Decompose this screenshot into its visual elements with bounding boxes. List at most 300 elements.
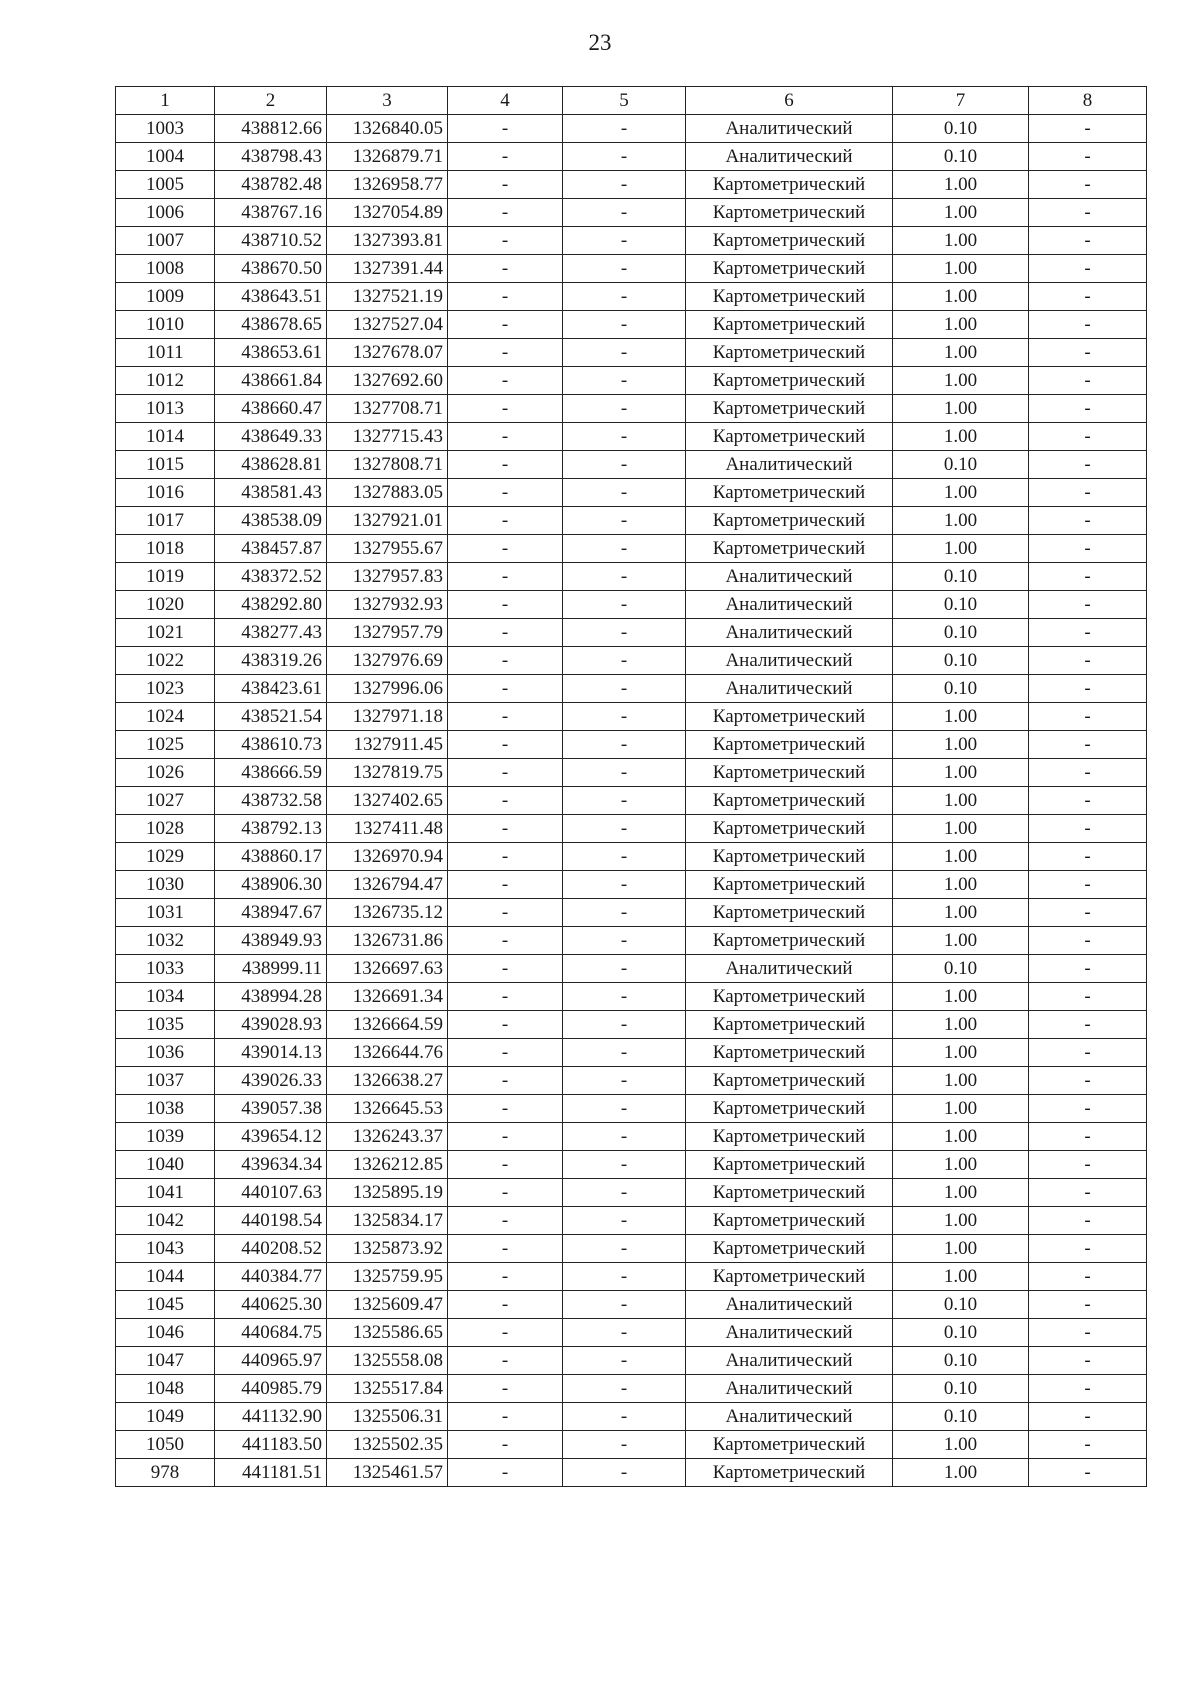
- cell-accuracy: 0.10: [893, 1291, 1029, 1319]
- cell-point-id: 1013: [116, 395, 215, 423]
- cell-method: Картометрический: [686, 1179, 893, 1207]
- cell-col-8: -: [1029, 787, 1147, 815]
- cell-coord-y: 1326697.63: [327, 955, 448, 983]
- cell-col-5: -: [563, 619, 686, 647]
- cell-accuracy: 1.00: [893, 787, 1029, 815]
- cell-method: Картометрический: [686, 843, 893, 871]
- cell-col-5: -: [563, 199, 686, 227]
- cell-col-5: -: [563, 1179, 686, 1207]
- cell-coord-y: 1326638.27: [327, 1067, 448, 1095]
- cell-col-4: -: [448, 787, 563, 815]
- cell-accuracy: 1.00: [893, 1151, 1029, 1179]
- cell-col-5: -: [563, 1319, 686, 1347]
- cell-col-8: -: [1029, 731, 1147, 759]
- table-row: [116, 143, 1147, 171]
- table-row: [116, 871, 1147, 899]
- cell-col-5: -: [563, 563, 686, 591]
- cell-method: Картометрический: [686, 199, 893, 227]
- cell-coord-x: 438292.80: [215, 591, 327, 619]
- cell-col-5: -: [563, 759, 686, 787]
- table-row: [116, 367, 1147, 395]
- cell-coord-x: 440985.79: [215, 1375, 327, 1403]
- table-row: [116, 1011, 1147, 1039]
- table-row: [116, 479, 1147, 507]
- cell-accuracy: 1.00: [893, 731, 1029, 759]
- cell-coord-y: 1327411.48: [327, 815, 448, 843]
- cell-point-id: 1028: [116, 815, 215, 843]
- table-row: [116, 1179, 1147, 1207]
- cell-col-4: -: [448, 1207, 563, 1235]
- cell-point-id: 1024: [116, 703, 215, 731]
- cell-point-id: 1038: [116, 1095, 215, 1123]
- cell-col-8: -: [1029, 955, 1147, 983]
- cell-coord-y: 1327521.19: [327, 283, 448, 311]
- cell-coord-x: 438581.43: [215, 479, 327, 507]
- cell-point-id: 1043: [116, 1235, 215, 1263]
- cell-point-id: 1031: [116, 899, 215, 927]
- cell-method: Картометрический: [686, 535, 893, 563]
- cell-coord-y: 1326731.86: [327, 927, 448, 955]
- cell-coord-y: 1326735.12: [327, 899, 448, 927]
- cell-point-id: 1033: [116, 955, 215, 983]
- cell-coord-x: 438792.13: [215, 815, 327, 843]
- page-number: 23: [588, 30, 612, 55]
- cell-method: Картометрический: [686, 1067, 893, 1095]
- cell-coord-x: 439634.34: [215, 1151, 327, 1179]
- cell-col-8: -: [1029, 647, 1147, 675]
- cell-point-id: 1037: [116, 1067, 215, 1095]
- cell-col-8: -: [1029, 619, 1147, 647]
- cell-point-id: 1035: [116, 1011, 215, 1039]
- coordinates-table: [115, 86, 1147, 1487]
- cell-coord-x: 438812.66: [215, 115, 327, 143]
- cell-accuracy: 1.00: [893, 1095, 1029, 1123]
- cell-point-id: 1030: [116, 871, 215, 899]
- cell-col-4: -: [448, 227, 563, 255]
- cell-coord-y: 1325506.31: [327, 1403, 448, 1431]
- cell-col-4: -: [448, 115, 563, 143]
- table-row: [116, 731, 1147, 759]
- cell-col-8: -: [1029, 311, 1147, 339]
- cell-coord-y: 1326958.77: [327, 171, 448, 199]
- cell-coord-y: 1325834.17: [327, 1207, 448, 1235]
- cell-accuracy: 0.10: [893, 115, 1029, 143]
- cell-point-id: 1046: [116, 1319, 215, 1347]
- cell-col-5: -: [563, 983, 686, 1011]
- cell-col-8: -: [1029, 1039, 1147, 1067]
- cell-col-8: -: [1029, 843, 1147, 871]
- cell-col-4: -: [448, 1039, 563, 1067]
- cell-col-5: -: [563, 255, 686, 283]
- cell-col-4: -: [448, 1095, 563, 1123]
- cell-coord-y: 1327692.60: [327, 367, 448, 395]
- cell-accuracy: 1.00: [893, 171, 1029, 199]
- cell-accuracy: 0.10: [893, 143, 1029, 171]
- table-row: [116, 843, 1147, 871]
- cell-method: Картометрический: [686, 759, 893, 787]
- cell-point-id: 1020: [116, 591, 215, 619]
- table-row: [116, 899, 1147, 927]
- table-row: [116, 1347, 1147, 1375]
- cell-col-5: -: [563, 647, 686, 675]
- cell-col-5: -: [563, 1291, 686, 1319]
- cell-col-8: -: [1029, 395, 1147, 423]
- cell-coord-x: 439026.33: [215, 1067, 327, 1095]
- cell-col-5: -: [563, 1207, 686, 1235]
- cell-method: Аналитический: [686, 1347, 893, 1375]
- table-row: [116, 619, 1147, 647]
- cell-coord-y: 1325461.57: [327, 1459, 448, 1487]
- cell-col-8: -: [1029, 367, 1147, 395]
- cell-coord-x: 441132.90: [215, 1403, 327, 1431]
- table-row: [116, 339, 1147, 367]
- cell-accuracy: 1.00: [893, 1179, 1029, 1207]
- cell-col-8: -: [1029, 1319, 1147, 1347]
- table-body: [116, 115, 1147, 1487]
- cell-col-5: -: [563, 1431, 686, 1459]
- cell-point-id: 1009: [116, 283, 215, 311]
- cell-coord-x: 440208.52: [215, 1235, 327, 1263]
- cell-coord-y: 1326212.85: [327, 1151, 448, 1179]
- cell-col-5: -: [563, 143, 686, 171]
- cell-method: Картометрический: [686, 1039, 893, 1067]
- cell-col-4: -: [448, 535, 563, 563]
- cell-point-id: 1018: [116, 535, 215, 563]
- cell-point-id: 1004: [116, 143, 215, 171]
- cell-accuracy: 1.00: [893, 703, 1029, 731]
- cell-col-5: -: [563, 283, 686, 311]
- cell-coord-y: 1327402.65: [327, 787, 448, 815]
- cell-point-id: 1027: [116, 787, 215, 815]
- table-row: [116, 311, 1147, 339]
- cell-method: Картометрический: [686, 927, 893, 955]
- cell-col-4: -: [448, 171, 563, 199]
- cell-coord-x: 438994.28: [215, 983, 327, 1011]
- cell-coord-x: 438678.65: [215, 311, 327, 339]
- cell-coord-y: 1325586.65: [327, 1319, 448, 1347]
- cell-col-4: -: [448, 255, 563, 283]
- cell-accuracy: 0.10: [893, 1347, 1029, 1375]
- cell-col-5: -: [563, 899, 686, 927]
- cell-method: Картометрический: [686, 1123, 893, 1151]
- table-row: [116, 983, 1147, 1011]
- table-row: [116, 227, 1147, 255]
- cell-coord-x: 438660.47: [215, 395, 327, 423]
- column-header-2: 2: [215, 87, 327, 115]
- cell-point-id: 1014: [116, 423, 215, 451]
- table-row: [116, 1375, 1147, 1403]
- cell-method: Картометрический: [686, 871, 893, 899]
- cell-col-8: -: [1029, 1459, 1147, 1487]
- cell-col-5: -: [563, 339, 686, 367]
- cell-col-5: -: [563, 311, 686, 339]
- cell-col-4: -: [448, 1151, 563, 1179]
- cell-col-4: -: [448, 395, 563, 423]
- cell-coord-x: 438732.58: [215, 787, 327, 815]
- cell-point-id: 1032: [116, 927, 215, 955]
- cell-col-4: -: [448, 619, 563, 647]
- cell-col-8: -: [1029, 983, 1147, 1011]
- cell-coord-y: 1326970.94: [327, 843, 448, 871]
- cell-col-8: -: [1029, 451, 1147, 479]
- cell-method: Картометрический: [686, 703, 893, 731]
- cell-col-5: -: [563, 675, 686, 703]
- cell-coord-x: 438661.84: [215, 367, 327, 395]
- cell-col-8: -: [1029, 479, 1147, 507]
- cell-point-id: 1047: [116, 1347, 215, 1375]
- cell-method: Картометрический: [686, 983, 893, 1011]
- cell-method: Картометрический: [686, 1263, 893, 1291]
- table-row: [116, 1067, 1147, 1095]
- cell-point-id: 1041: [116, 1179, 215, 1207]
- cell-coord-y: 1325502.35: [327, 1431, 448, 1459]
- column-header-6: 6: [686, 87, 893, 115]
- cell-point-id: 1044: [116, 1263, 215, 1291]
- cell-coord-x: 438798.43: [215, 143, 327, 171]
- cell-coord-y: 1325895.19: [327, 1179, 448, 1207]
- cell-method: Аналитический: [686, 675, 893, 703]
- cell-col-5: -: [563, 451, 686, 479]
- cell-coord-y: 1327393.81: [327, 227, 448, 255]
- cell-col-5: -: [563, 871, 686, 899]
- cell-col-5: -: [563, 1039, 686, 1067]
- cell-col-8: -: [1029, 255, 1147, 283]
- table-row: [116, 283, 1147, 311]
- cell-accuracy: 1.00: [893, 1207, 1029, 1235]
- table-row: [116, 955, 1147, 983]
- cell-coord-y: 1326243.37: [327, 1123, 448, 1151]
- cell-method: Картометрический: [686, 1207, 893, 1235]
- cell-col-4: -: [448, 871, 563, 899]
- cell-col-5: -: [563, 227, 686, 255]
- cell-col-4: -: [448, 1347, 563, 1375]
- cell-accuracy: 1.00: [893, 367, 1029, 395]
- cell-method: Картометрический: [686, 227, 893, 255]
- table-row: [116, 1151, 1147, 1179]
- cell-coord-x: 438457.87: [215, 535, 327, 563]
- cell-coord-x: 438538.09: [215, 507, 327, 535]
- cell-accuracy: 0.10: [893, 647, 1029, 675]
- cell-point-id: 1005: [116, 171, 215, 199]
- cell-col-4: -: [448, 1375, 563, 1403]
- cell-coord-y: 1326644.76: [327, 1039, 448, 1067]
- cell-coord-x: 440384.77: [215, 1263, 327, 1291]
- cell-col-8: -: [1029, 1151, 1147, 1179]
- cell-accuracy: 1.00: [893, 1431, 1029, 1459]
- cell-accuracy: 1.00: [893, 339, 1029, 367]
- table-row: [116, 115, 1147, 143]
- cell-col-4: -: [448, 1431, 563, 1459]
- cell-point-id: 1039: [116, 1123, 215, 1151]
- cell-method: Аналитический: [686, 955, 893, 983]
- cell-method: Картометрический: [686, 479, 893, 507]
- cell-method: Аналитический: [686, 115, 893, 143]
- cell-coord-y: 1327921.01: [327, 507, 448, 535]
- cell-coord-x: 439014.13: [215, 1039, 327, 1067]
- column-header-5: 5: [563, 87, 686, 115]
- cell-col-4: -: [448, 843, 563, 871]
- table-row: [116, 1319, 1147, 1347]
- cell-coord-y: 1327932.93: [327, 591, 448, 619]
- table-row: [116, 423, 1147, 451]
- cell-point-id: 1023: [116, 675, 215, 703]
- cell-accuracy: 0.10: [893, 675, 1029, 703]
- cell-col-8: -: [1029, 1179, 1147, 1207]
- cell-accuracy: 1.00: [893, 1039, 1029, 1067]
- cell-col-4: -: [448, 1403, 563, 1431]
- table-row: [116, 1403, 1147, 1431]
- cell-method: Картометрический: [686, 367, 893, 395]
- cell-coord-x: 439654.12: [215, 1123, 327, 1151]
- cell-col-8: -: [1029, 1431, 1147, 1459]
- table-row: [116, 1291, 1147, 1319]
- cell-col-4: -: [448, 927, 563, 955]
- cell-col-8: -: [1029, 1375, 1147, 1403]
- cell-accuracy: 0.10: [893, 591, 1029, 619]
- cell-col-8: -: [1029, 535, 1147, 563]
- cell-col-5: -: [563, 479, 686, 507]
- cell-coord-x: 438521.54: [215, 703, 327, 731]
- table-row: [116, 451, 1147, 479]
- cell-method: Картометрический: [686, 255, 893, 283]
- cell-col-5: -: [563, 843, 686, 871]
- cell-method: Картометрический: [686, 339, 893, 367]
- cell-method: Картометрический: [686, 815, 893, 843]
- cell-coord-y: 1327996.06: [327, 675, 448, 703]
- cell-col-5: -: [563, 1403, 686, 1431]
- cell-method: Картометрический: [686, 1095, 893, 1123]
- cell-coord-y: 1327976.69: [327, 647, 448, 675]
- cell-col-8: -: [1029, 339, 1147, 367]
- cell-col-8: -: [1029, 563, 1147, 591]
- cell-col-4: -: [448, 143, 563, 171]
- cell-col-8: -: [1029, 227, 1147, 255]
- cell-coord-x: 438649.33: [215, 423, 327, 451]
- cell-coord-y: 1327054.89: [327, 199, 448, 227]
- cell-point-id: 978: [116, 1459, 215, 1487]
- cell-coord-y: 1326879.71: [327, 143, 448, 171]
- cell-col-8: -: [1029, 1403, 1147, 1431]
- cell-col-4: -: [448, 647, 563, 675]
- cell-accuracy: 1.00: [893, 759, 1029, 787]
- cell-method: Картометрический: [686, 787, 893, 815]
- table-row: [116, 1095, 1147, 1123]
- cell-point-id: 1010: [116, 311, 215, 339]
- cell-coord-x: 438666.59: [215, 759, 327, 787]
- cell-col-8: -: [1029, 899, 1147, 927]
- cell-coord-x: 438999.11: [215, 955, 327, 983]
- cell-col-4: -: [448, 675, 563, 703]
- cell-coord-x: 441183.50: [215, 1431, 327, 1459]
- cell-coord-y: 1326645.53: [327, 1095, 448, 1123]
- cell-col-5: -: [563, 1011, 686, 1039]
- cell-col-4: -: [448, 367, 563, 395]
- cell-col-4: -: [448, 1319, 563, 1347]
- cell-accuracy: 0.10: [893, 1403, 1029, 1431]
- cell-col-8: -: [1029, 115, 1147, 143]
- cell-col-4: -: [448, 899, 563, 927]
- cell-coord-y: 1327808.71: [327, 451, 448, 479]
- cell-coord-y: 1327715.43: [327, 423, 448, 451]
- table-row: [116, 759, 1147, 787]
- cell-accuracy: 1.00: [893, 843, 1029, 871]
- cell-method: Аналитический: [686, 143, 893, 171]
- table-row: [116, 675, 1147, 703]
- cell-coord-y: 1327957.79: [327, 619, 448, 647]
- cell-col-5: -: [563, 395, 686, 423]
- cell-col-5: -: [563, 367, 686, 395]
- cell-accuracy: 0.10: [893, 619, 1029, 647]
- cell-coord-x: 438643.51: [215, 283, 327, 311]
- cell-col-5: -: [563, 591, 686, 619]
- cell-coord-y: 1325759.95: [327, 1263, 448, 1291]
- cell-accuracy: 1.00: [893, 479, 1029, 507]
- cell-coord-x: 441181.51: [215, 1459, 327, 1487]
- cell-col-8: -: [1029, 1235, 1147, 1263]
- cell-accuracy: 0.10: [893, 563, 1029, 591]
- cell-col-8: -: [1029, 1347, 1147, 1375]
- cell-col-5: -: [563, 1263, 686, 1291]
- cell-coord-x: 438767.16: [215, 199, 327, 227]
- cell-coord-y: 1327955.67: [327, 535, 448, 563]
- column-header-3: 3: [327, 87, 448, 115]
- table-row: [116, 1123, 1147, 1151]
- cell-method: Аналитический: [686, 1319, 893, 1347]
- cell-col-8: -: [1029, 927, 1147, 955]
- cell-method: Картометрический: [686, 171, 893, 199]
- cell-col-8: -: [1029, 1263, 1147, 1291]
- cell-col-8: -: [1029, 871, 1147, 899]
- table-row: [116, 1039, 1147, 1067]
- cell-coord-y: 1326794.47: [327, 871, 448, 899]
- cell-point-id: 1006: [116, 199, 215, 227]
- cell-col-4: -: [448, 423, 563, 451]
- cell-col-8: -: [1029, 1067, 1147, 1095]
- cell-coord-x: 438372.52: [215, 563, 327, 591]
- cell-coord-y: 1327971.18: [327, 703, 448, 731]
- cell-coord-x: 438610.73: [215, 731, 327, 759]
- cell-coord-x: 438860.17: [215, 843, 327, 871]
- cell-col-5: -: [563, 535, 686, 563]
- cell-coord-x: 439028.93: [215, 1011, 327, 1039]
- cell-col-4: -: [448, 199, 563, 227]
- cell-col-4: -: [448, 1011, 563, 1039]
- cell-col-5: -: [563, 1459, 686, 1487]
- cell-col-4: -: [448, 339, 563, 367]
- cell-coord-x: 439057.38: [215, 1095, 327, 1123]
- cell-col-5: -: [563, 1151, 686, 1179]
- cell-coord-y: 1327527.04: [327, 311, 448, 339]
- table-row: [116, 171, 1147, 199]
- table-row: [116, 535, 1147, 563]
- cell-accuracy: 1.00: [893, 199, 1029, 227]
- cell-col-8: -: [1029, 1207, 1147, 1235]
- cell-col-4: -: [448, 703, 563, 731]
- cell-coord-x: 438319.26: [215, 647, 327, 675]
- cell-method: Картометрический: [686, 1459, 893, 1487]
- cell-col-4: -: [448, 507, 563, 535]
- cell-accuracy: 0.10: [893, 955, 1029, 983]
- cell-col-8: -: [1029, 423, 1147, 451]
- cell-accuracy: 0.10: [893, 1375, 1029, 1403]
- cell-col-4: -: [448, 1459, 563, 1487]
- cell-coord-x: 438906.30: [215, 871, 327, 899]
- cell-accuracy: 0.10: [893, 451, 1029, 479]
- cell-accuracy: 1.00: [893, 535, 1029, 563]
- cell-point-id: 1048: [116, 1375, 215, 1403]
- cell-coord-x: 438423.61: [215, 675, 327, 703]
- cell-col-5: -: [563, 1067, 686, 1095]
